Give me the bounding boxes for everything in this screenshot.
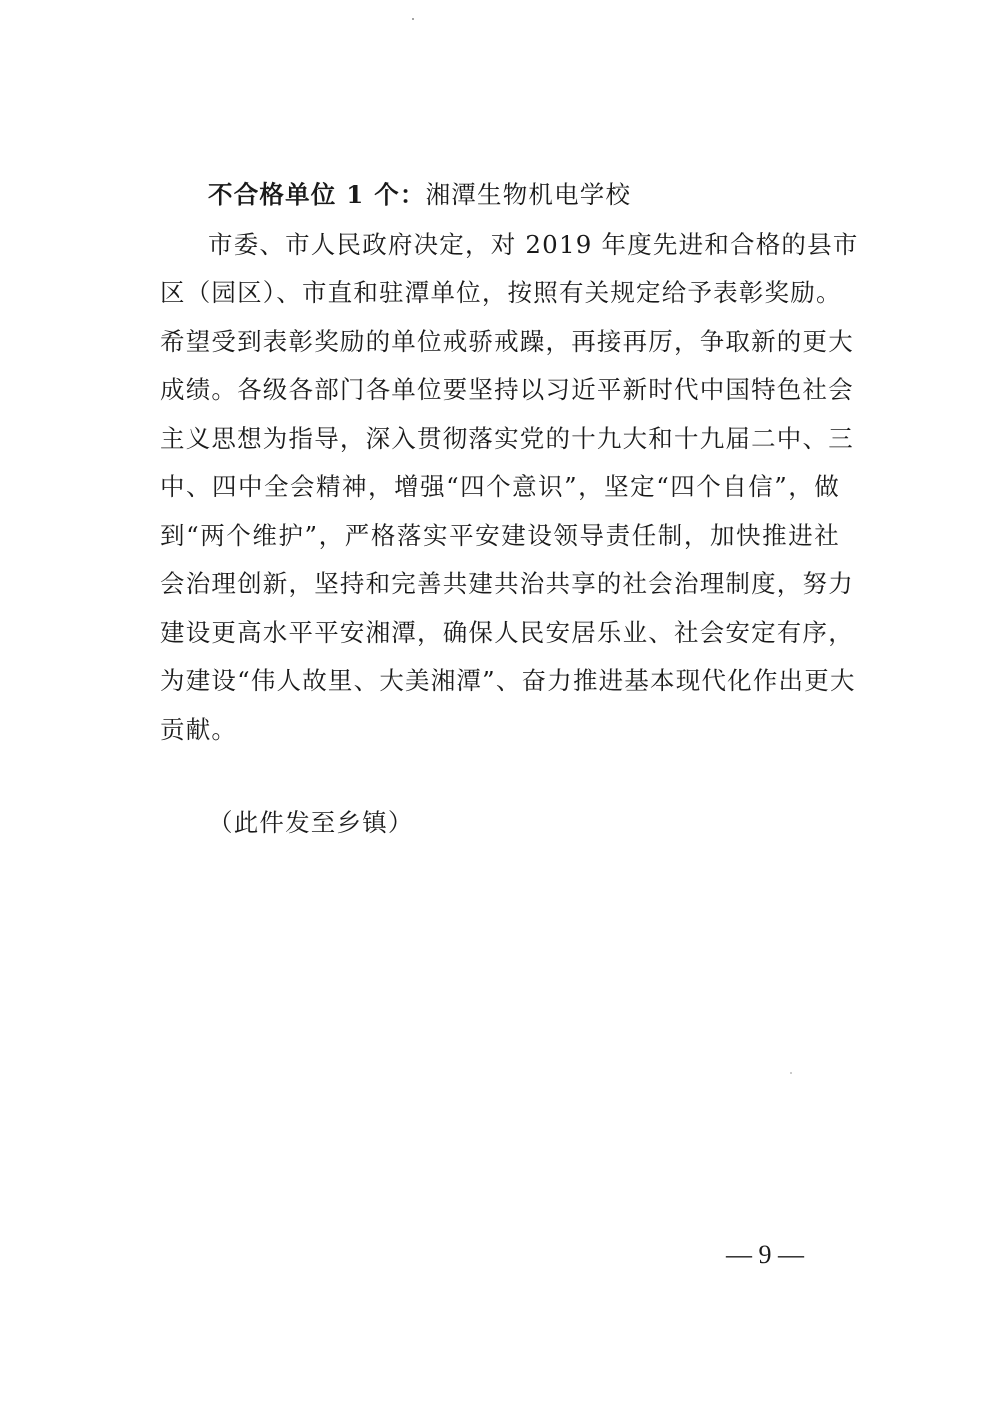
body-line-1: 市委、市人民政府决定，对 2019 年度先进和合格的县市 bbox=[208, 230, 859, 259]
unqualified-units-label: 不合格单位 1 个： bbox=[208, 180, 426, 209]
body-line-2: 区（园区）、市直和驻潭单位，按照有关规定给予表彰奖励。 bbox=[160, 278, 842, 307]
scan-speck bbox=[412, 18, 414, 20]
body-line-8: 会治理创新，坚持和完善共建共治共享的社会治理制度，努力 bbox=[160, 569, 854, 598]
body-line-9: 建设更高水平平安湘潭，确保人民安居乐业、社会安定有序， bbox=[160, 618, 854, 647]
body-line-3: 希望受到表彰奖励的单位戒骄戒躁，再接再厉，争取新的更大 bbox=[160, 327, 854, 356]
unqualified-units-line bbox=[208, 178, 840, 214]
body-line-6: 中、四中全会精神，增强“四个意识”，坚定“四个自信”，做 bbox=[160, 472, 840, 501]
body-line-7: 到“两个维护”，严格落实平安建设领导责任制，加快推进社 bbox=[160, 521, 840, 550]
body-line-10: 为建设“伟人故里、大美湘潭”、奋力推进基本现代化作出更大 bbox=[160, 666, 856, 695]
unqualified-unit-name: 湘潭生物机电学校 bbox=[425, 180, 632, 209]
body-line-4: 成绩。各级各部门各单位要坚持以习近平新时代中国特色社会 bbox=[160, 375, 854, 404]
scan-speck bbox=[790, 1072, 792, 1074]
page-number: — 9 — bbox=[726, 1240, 804, 1269]
body-line-11: 贡献。 bbox=[160, 715, 238, 744]
distribution-note: （此件发至乡镇） bbox=[208, 808, 414, 837]
body-line-5: 主义思想为指导，深入贯彻落实党的十九大和十九届二中、三 bbox=[160, 424, 854, 453]
